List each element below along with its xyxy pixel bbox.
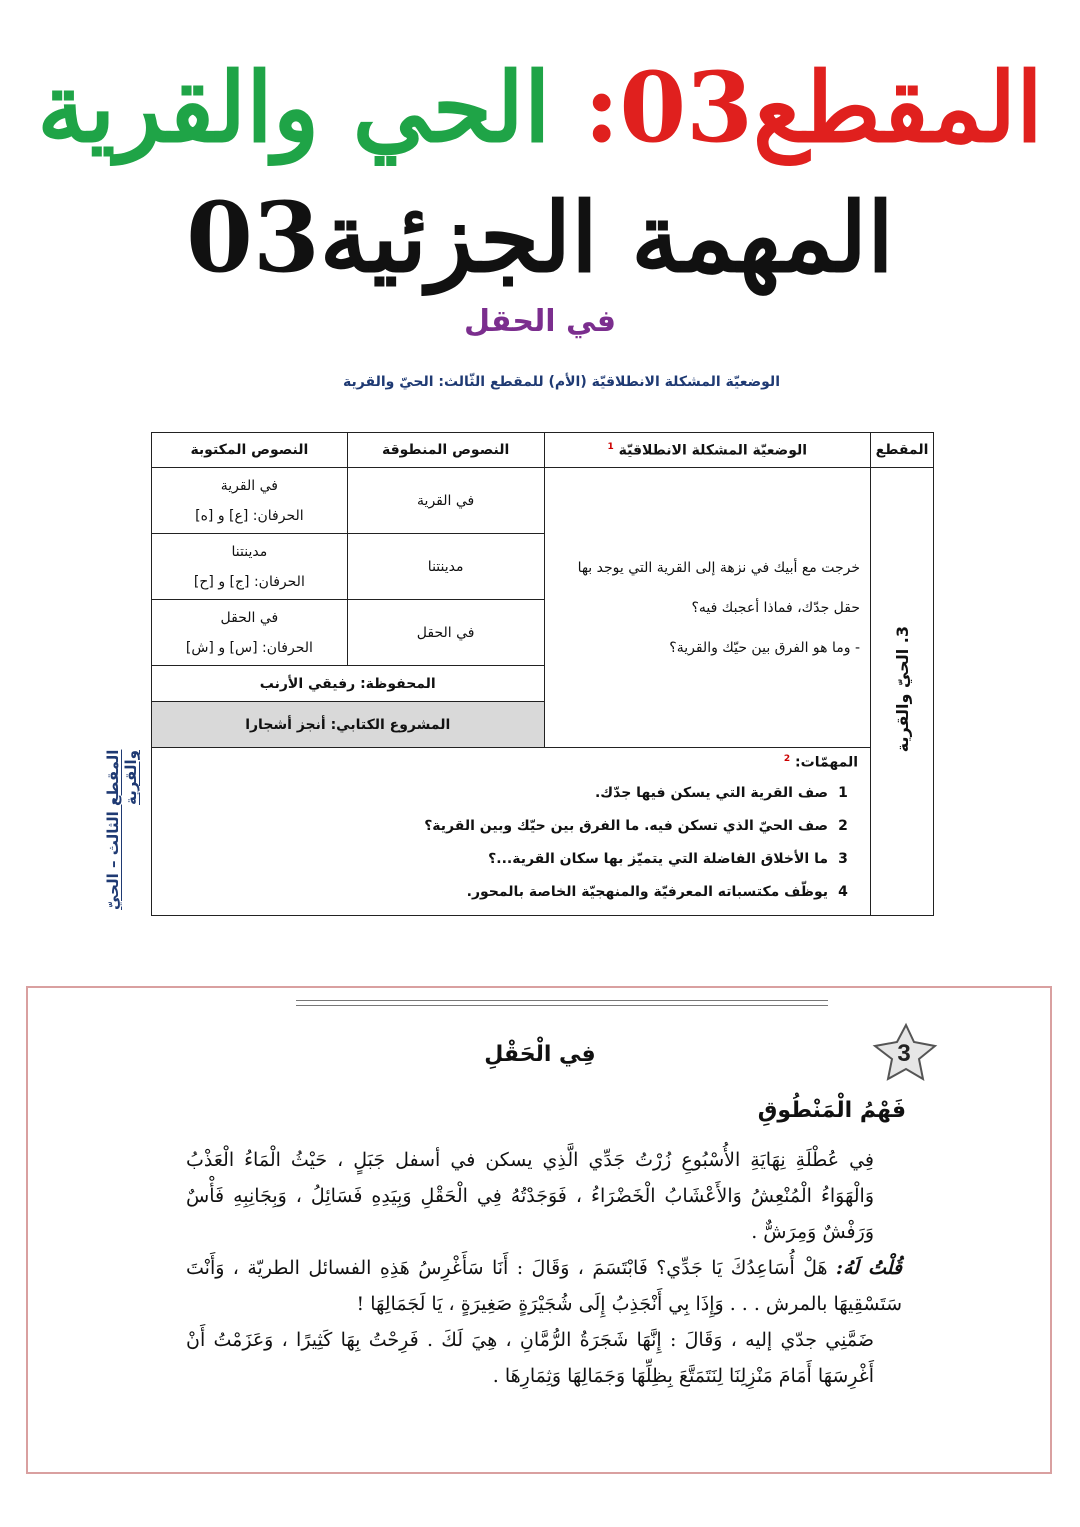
lesson-passage: [186, 1142, 902, 1394]
divider: [296, 1000, 828, 1006]
subtitle: في الحقل: [464, 304, 616, 339]
header-segment: المقطع: [871, 433, 934, 468]
spoken-text: في الحقل: [347, 600, 544, 666]
segment-label: 3. الحيّ والقرية: [892, 626, 912, 753]
paragraph: قُلْتُ لَهُ: هَلْ أُسَاعِدُكَ يَا جَدِّي؟ فَابْتَسَمَ ، وَقَالَ : أَنَا سَأَغْرِسُ هَذِهِ الفسائل الطريّة ، وَأَنْتَ سَتَسْقِيهَا بالمرش . . . وَإِذَا بِي أَنْجَذِبُ إِلَى شُجَيْرَةٍ صَغِيرَةٍ ، يَا لَجَمَالِهَا !: [186, 1257, 902, 1315]
lesson-number: 3: [897, 1040, 911, 1067]
situation-line: حقل جدّك، فماذا أعجبك فيه؟: [691, 599, 861, 616]
title-line-1: [0, 48, 1080, 168]
spoken-text: في القرية: [347, 468, 544, 534]
task-item: 3 ما الأخلاق الفاضلة التي يتميّز بها سكان القرية...؟: [488, 851, 848, 868]
written-text: مدينتنا الحرفان: [ج] و [ح]: [152, 534, 348, 600]
segment-cell: [871, 468, 934, 916]
written-text: في الحقل الحرفان: [س] و [ش]: [152, 600, 348, 666]
header-written: النصوص المكتوبة: [152, 433, 348, 468]
situation-cell: [544, 468, 871, 748]
situation-line: - وما هو الفرق بين حيّك والقرية؟: [669, 639, 861, 656]
task-item: 1 صف القرية التي يسكن فيها جدّك.: [594, 785, 848, 802]
situation-line: خرجت مع أبيك في نزهة إلى القرية التي يوجد بها: [577, 559, 861, 576]
title-segment: المقطع03:: [583, 51, 1043, 164]
writing-project: المشروع الكتابي: أنجز أشجارا: [152, 702, 545, 748]
section-heading: فَهْمُ الْمَنْطُوقِ: [757, 1098, 906, 1123]
table-header-row: [152, 433, 934, 468]
title-theme: الحي والقرية: [37, 51, 551, 164]
header-spoken: النصوص المنطوقة: [347, 433, 544, 468]
task-item: 4 يوظّف مكتسباته المعرفيّة والمنهجيّة الخاصة بالمحور.: [466, 884, 848, 901]
speaker-label: قُلْتُ لَهُ:: [835, 1257, 902, 1279]
header-situation: الوضعيّة المشكلة الانطلاقيّة $^1$: [544, 433, 871, 468]
task-item: 2 صف الحيّ الذي تسكن فيه. ما الفرق بين حيّك وبين القرية؟: [424, 818, 848, 835]
spoken-text: مدينتنا: [347, 534, 544, 600]
situation-caption: الوضعيّة المشكلة الانطلاقيّة (الأم) للمقطع الثّالث: الحيّ والقرية: [343, 374, 780, 390]
paragraph: فِي عُطْلَةِ نِهَايَةِ الأُسْبُوعِ زُرْتُ جَدِّي الَّذِي يسكن في أسفل جَبَلٍ ، حَيْثُ الْمَاءُ الْعَذْبُ وَالْهَوَاءُ الْمُنْعِشُ وَالأَعْشَابُ الْخَضْرَاءُ ، فَوَجَدْتُهُ فِي الْحَقْلِ وَبِيَدِهِ فَسَائِلُ ، وَبِجَانِبِهِ فَأْسٌ وَرَفْشٌ وَمِرَشٌّ .: [186, 1149, 874, 1243]
paragraph: ضَمَّنِي جدّي إليه ، وَقَالَ : إِنَّهَا شَجَرَةُ الرُّمَّانِ ، هِيَ لَكَ . فَرِحْتُ بِهَا كَثِيرًا ، وَعَزَمْتُ أَنْ أَغْرِسَهَا أَمَامَ مَنْزِلِنَا لِنَتَمَتَّعَ بِظِلِّهَا وَجَمَالِهَا وَثِمَارِهَا .: [186, 1329, 874, 1387]
tasks-cell: [152, 748, 871, 916]
memorized-text: المحفوظة: رفيقي الأرنب: [152, 666, 545, 702]
planning-table: [151, 432, 934, 916]
title-line-2: المهمة الجزئية03: [186, 181, 894, 294]
written-text: في القرية الحرفان: [ع] و [ه]: [152, 468, 348, 534]
table-row: [152, 468, 934, 534]
side-label: المقطع الثالث – الحيّ والقرية: [104, 750, 140, 911]
tasks-row: [152, 748, 934, 916]
tasks-title: المهمّات: $^2$: [783, 754, 859, 771]
lesson-title: فِي الْحَقْلِ: [484, 1042, 596, 1067]
